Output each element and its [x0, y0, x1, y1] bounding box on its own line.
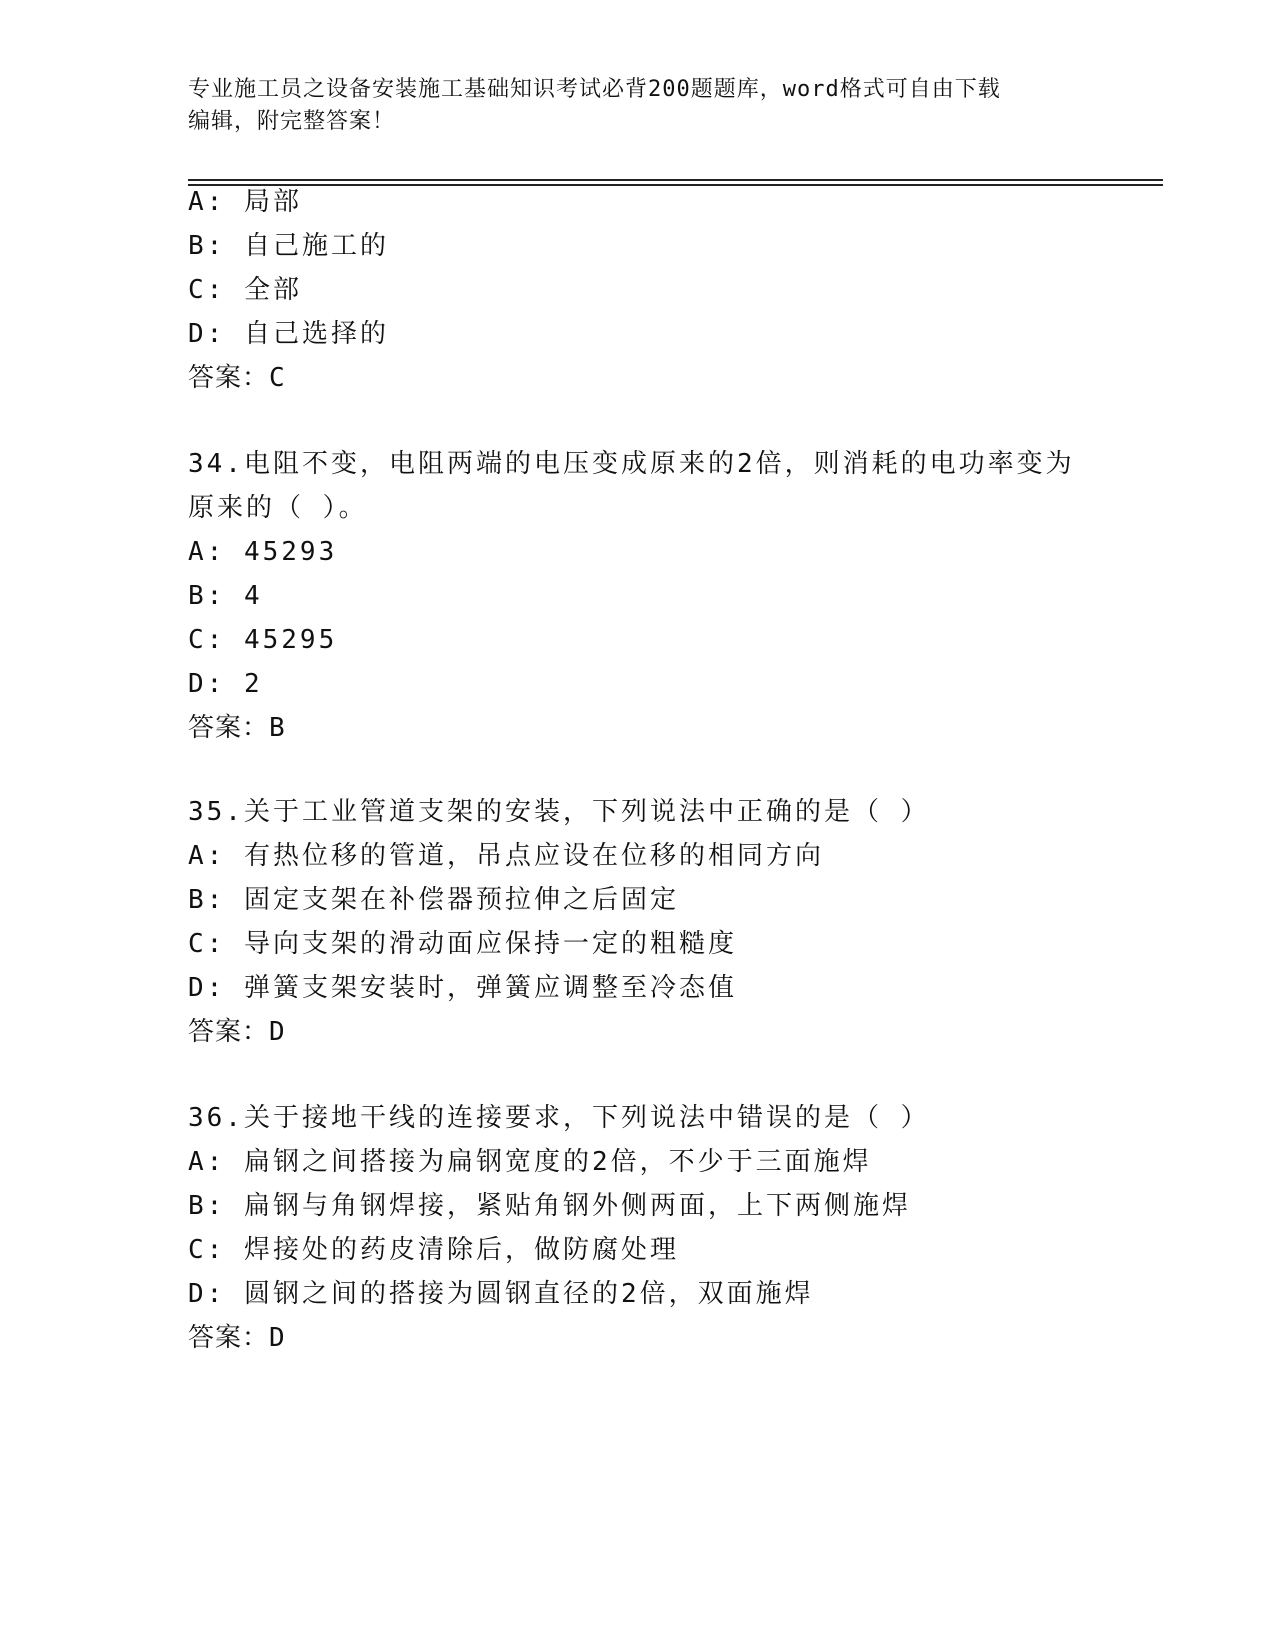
prev-answer: 答案：C — [188, 363, 286, 393]
q36-option-d: D: 圆钢之间的搭接为圆钢直径的2倍，双面施焊 — [188, 1279, 814, 1309]
q35-answer: 答案：D — [188, 1017, 286, 1047]
header-divider-top — [188, 179, 1163, 181]
header-divider-bottom — [188, 184, 1163, 186]
q34-answer: 答案：B — [188, 713, 286, 743]
q36-option-a: A: 扁钢之间搭接为扁钢宽度的2倍，不少于三面施焊 — [188, 1147, 872, 1177]
prev-option-d: D: 自己选择的 — [188, 319, 389, 349]
q36-stem-line-1: 36.关于接地干线的连接要求，下列说法中错误的是（ ） — [188, 1103, 930, 1133]
document-header — [188, 74, 1088, 138]
q35-stem-line-1: 35.关于工业管道支架的安装，下列说法中正确的是（ ） — [188, 797, 930, 827]
q34-stem-line-1: 34.电阻不变，电阻两端的电压变成原来的2倍，则消耗的电功率变为 — [188, 449, 1075, 479]
prev-option-b: B: 自己施工的 — [188, 231, 389, 261]
q34-stem-line-2: 原来的（ ）。 — [188, 493, 368, 523]
q35-option-a: A: 有热位移的管道，吊点应设在位移的相同方向 — [188, 841, 824, 871]
q34-option-c: C: 45295 — [188, 625, 338, 655]
prev-option-c: C: 全部 — [188, 275, 302, 305]
q36-option-c: C: 焊接处的药皮清除后，做防腐处理 — [188, 1235, 679, 1265]
prev-option-a: A: 局部 — [188, 187, 302, 217]
q35-option-b: B: 固定支架在补偿器预拉伸之后固定 — [188, 885, 679, 915]
q34-option-b: B: 4 — [188, 581, 263, 611]
q34-option-d: D: 2 — [188, 669, 263, 699]
q34-option-a: A: 45293 — [188, 537, 338, 567]
header-line-2: 编辑，附完整答案！ — [188, 109, 396, 134]
q36-option-b: B: 扁钢与角钢焊接，紧贴角钢外侧两面，上下两侧施焊 — [188, 1191, 911, 1221]
q36-answer: 答案：D — [188, 1323, 286, 1353]
q35-option-d: D: 弹簧支架安装时，弹簧应调整至冷态值 — [188, 973, 737, 1003]
q35-option-c: C: 导向支架的滑动面应保持一定的粗糙度 — [188, 929, 737, 959]
header-line-1: 专业施工员之设备安装施工基础知识考试必背200题题库，word格式可自由下载 — [188, 77, 1001, 102]
